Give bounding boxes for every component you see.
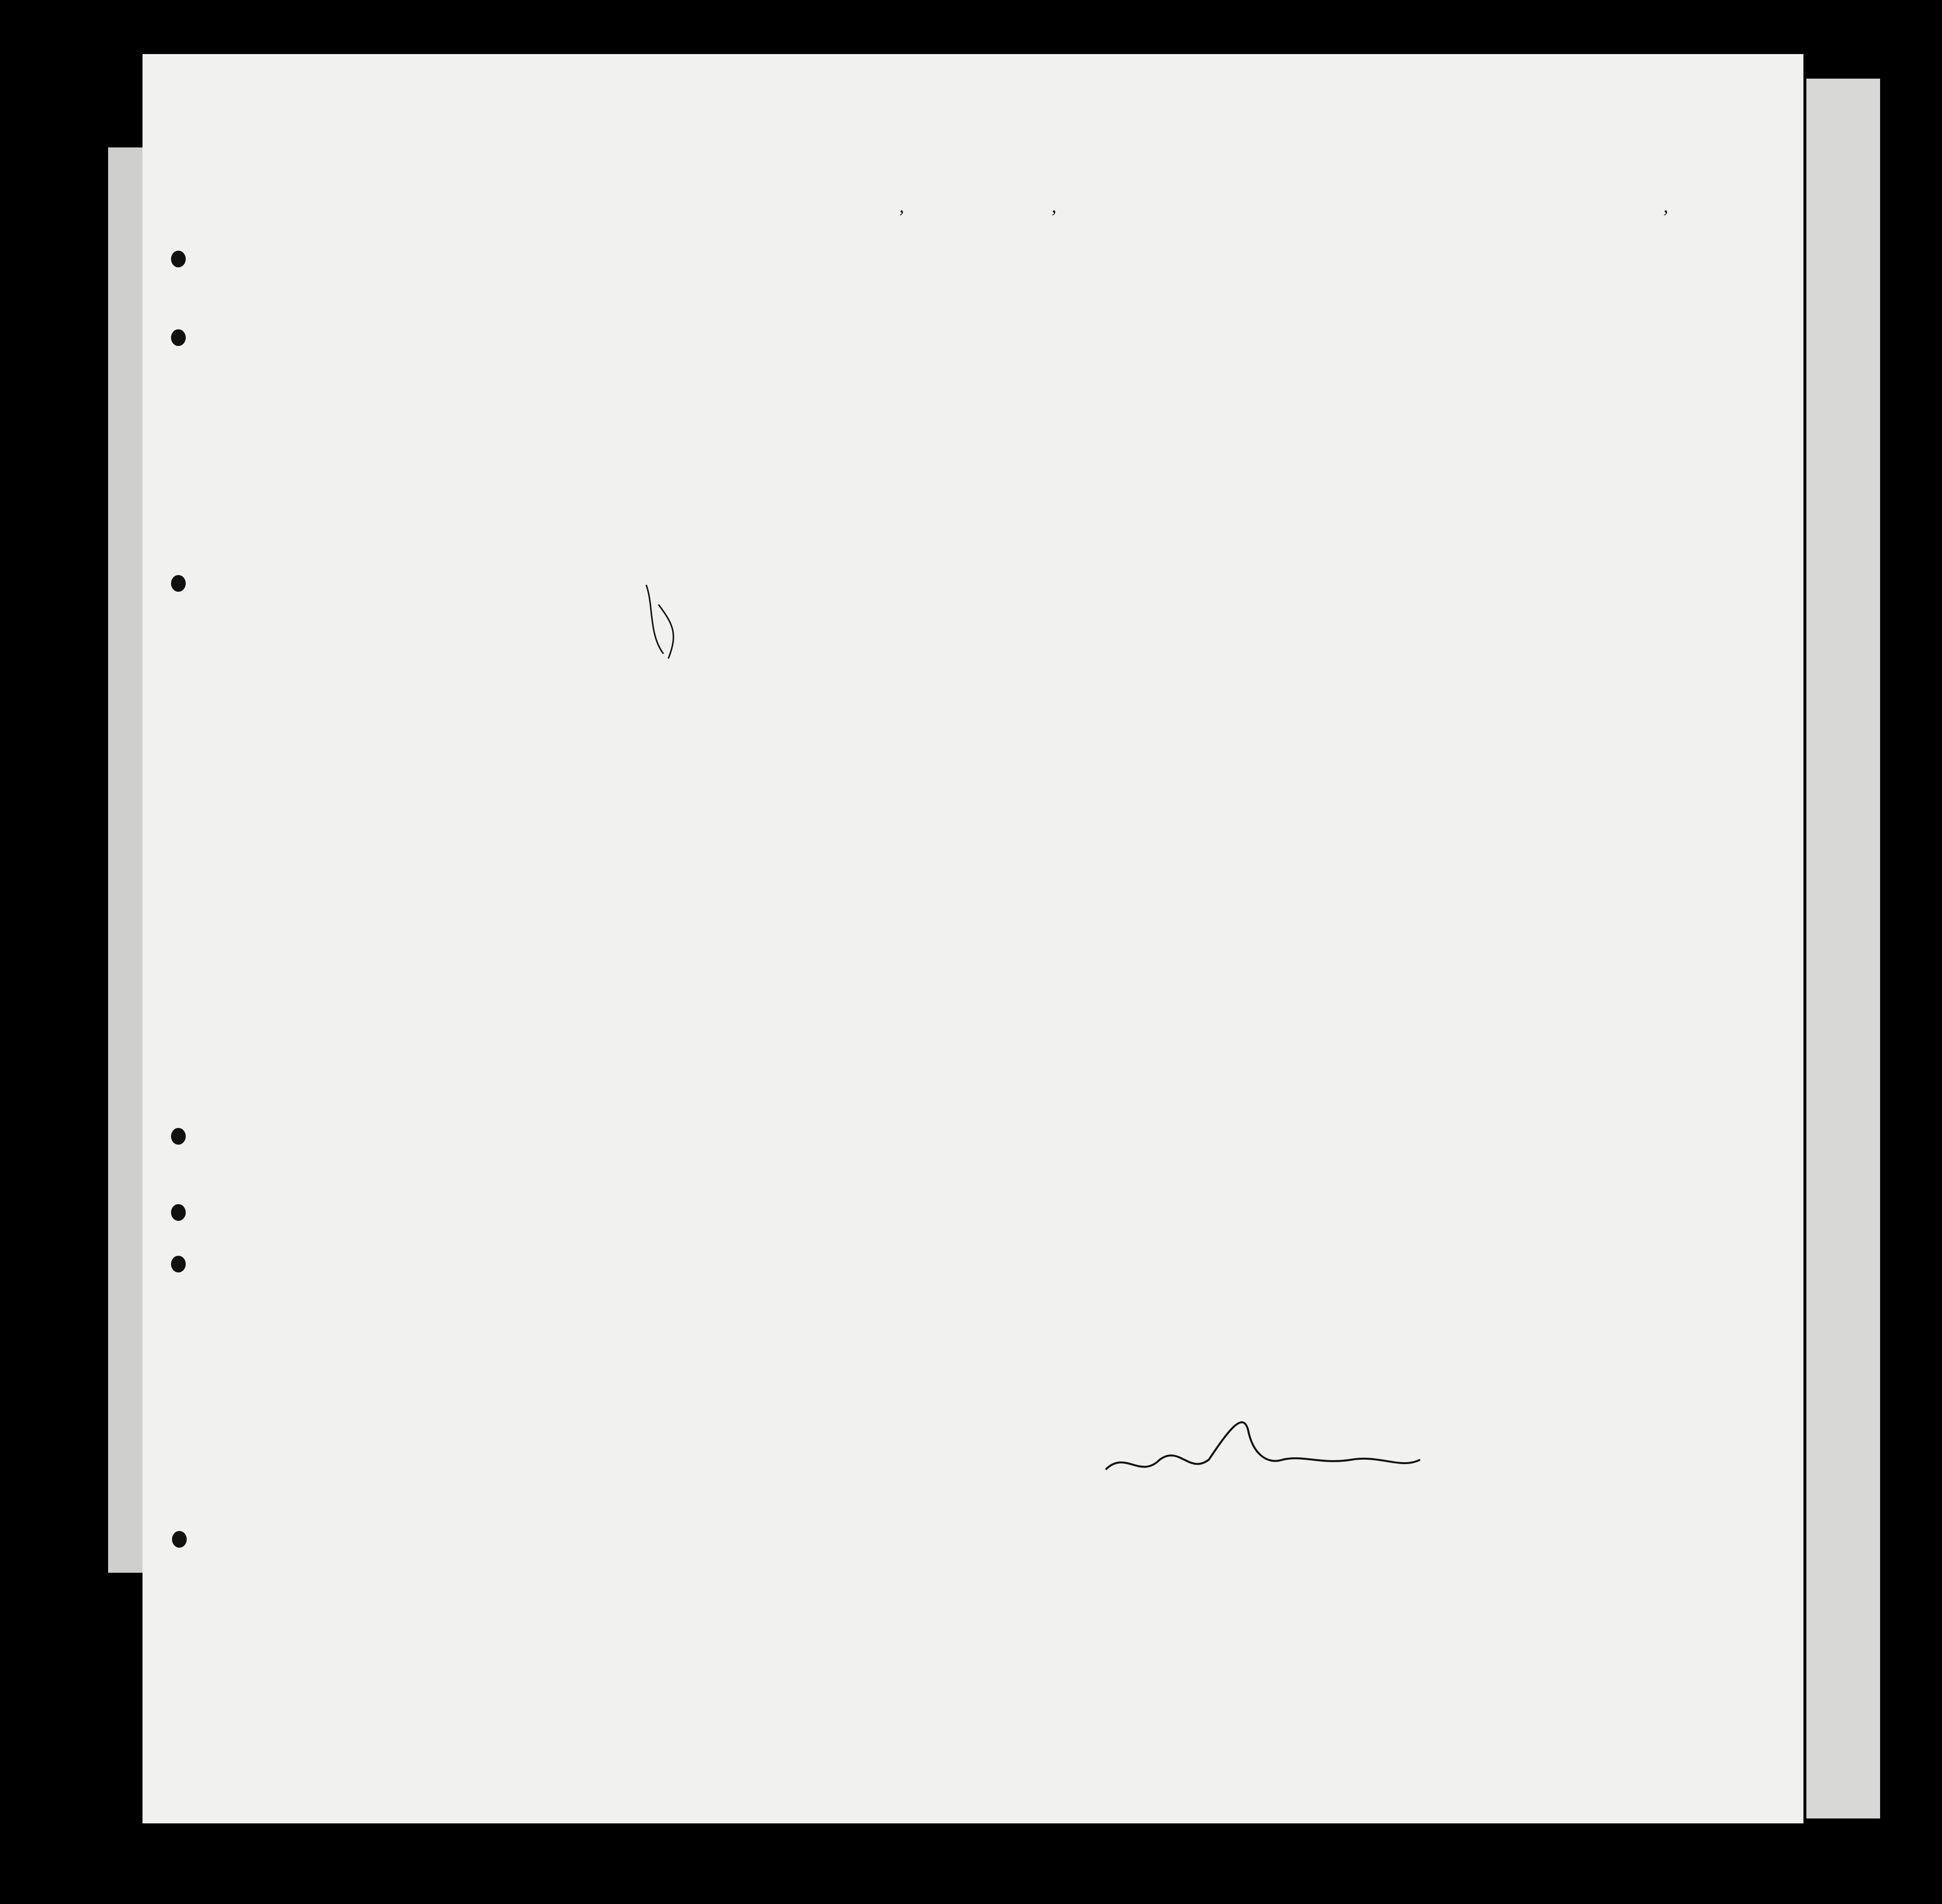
punch-hole	[171, 329, 186, 346]
punch-hole	[171, 1204, 186, 1221]
underlying-page-edge-left	[108, 147, 143, 1573]
underlying-page-edge-right	[1806, 79, 1880, 1818]
handwritten-note-bray	[646, 585, 673, 659]
punch-hole	[171, 575, 186, 592]
handwritten-marks	[143, 54, 1803, 1823]
punch-hole	[171, 251, 186, 267]
manifest-page: , , ,	[143, 54, 1803, 1823]
punch-hole	[172, 1531, 187, 1548]
signature	[1106, 1422, 1420, 1470]
punch-hole	[171, 1128, 186, 1145]
punch-hole	[171, 1256, 186, 1272]
